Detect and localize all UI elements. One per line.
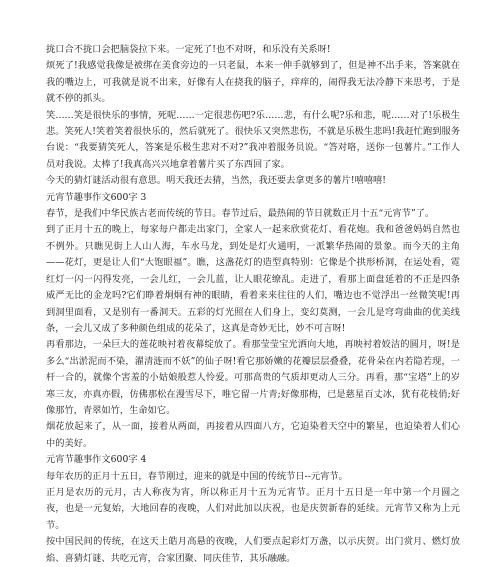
paragraph: 按中国民间的传统，在这天上皓月高悬的夜晚，人们要点起彩灯万盏，以示庆贺。出门赏月、燃灯放焰、喜猜灯谜、共吃元宵，合家团聚、同庆佳节，其乐融融。 <box>46 536 460 564</box>
paragraph: 今天的猜灯谜活动很有意思。明天我还去猜，当然，我还要去拿更多的薯片!嘻嘻嘻! <box>46 175 387 187</box>
section-heading: 元宵节趣事作文600字 4 <box>46 454 147 466</box>
document-body <box>46 42 460 567</box>
paragraph: 烟花放起来了，从一面，接着从两面，再接着从四面八方，它迫染着天空中的繁星，也迫染着人们心中的美好。 <box>46 421 460 449</box>
section-heading: 元宵节趣事作文600字 3 <box>46 191 147 203</box>
paragraph: 每年农历的正月十五日，春节刚过，迎来的就是中国的传统节日--元宵节。 <box>46 470 348 482</box>
paragraph: 春节，是我们中华民族古老而传统的节日。春节过后，最热闹的节日就数正月十五“元宵节”了。 <box>46 208 435 220</box>
paragraph: 烦死了!我感觉我像是被绑在美食旁边的一只老鼠，本来一伸手就够到了，但是神不出手来，答案就在我的嘴边上，可我就是说不出来，好像有人在挠我的脑子，痒痒的，闹得我无法冷静下来思考，于是就不停的抓头。 <box>46 60 460 105</box>
paragraph: 正月是农历的元月，古人称夜为宵，所以称正月十五为元宵节。正月十五日是一年中第一个月圆之夜，也是一元复始，大地回春的夜晚，人们对此加以庆祝，也是庆贺新春的延续。元宵节又称为上元节。 <box>46 486 460 531</box>
paragraph: 笑……笑是很快乐的事情，死呢……一定很悲伤吧?乐……悲，有什么呢?乐和悲，呢……对了!乐极生悲。笑死人!笑着笑着很快乐的，然后就死了。很快乐又突然悲伤，不就是乐极生悲吗!我赶忙跑到服务台说：“我要猜笑死人，答案是乐极生悲对不对?”我冲着服务员说。“答对咯，送你一包薯片。”工作人员对我说。太棒了!我真高兴兴地拿着薯片买了东西回了家。 <box>46 109 460 170</box>
paragraph: 再看那边，一朵巨大的莲花映衬着夜幕绽放了。看那莹莹宝光洒向大地，再映衬着姣洁的圆月，呀!是多么“出淤泥而不染，濯清涟而不妖”的仙子呀!看它那娇嫩的花瓣层层叠叠，花骨朵在内若隐若现，一杆一合的，就像个害羞的小姑娘般惹人怜爱。可那高贵的气质却更动人三分。再看，那“宝塔”上的岁寒三友，亦真亦假，仿佛那松在漫雪尽下，唯它留一片青;好像那梅，已是慈星百丈冰，犹有花枝俏;好像那竹，青翠如竹，生命如它。 <box>46 339 460 416</box>
paragraph: 拢口合不拢口会把脑袋拉下来。一定死了!也不对呀，和乐没有关系呀! <box>46 44 331 55</box>
paragraph: 到了正月十五的晚上，每家每户都走出家门，全家人一起来欣赏花灯、看花炮。我和爸爸妈妈自然也不例外。只瞧见街上人山人海，车水马龙，到处是灯火通明，一派繁华热闹的景象。而今天的主角——花灯，更是让人们“大饱眼福”。瞧，这盏花灯的造型真特别：它像是个拱形桥洞，在运处看，霓红灯一闪一闪得发亮，一会儿红，一会儿蓝，让人眼花缭乱。走进了，看那上面盘延着的不正是四条威严无比的金龙吗?它们睁着炯炯有神的眼睛，看着来来往往的人们，嘴边也不觉浮出一丝微笑呢!再到洞里面看，又是别有一番洞天。五彩的灯光照在人们身上，变幻莫测，一会儿是穹弯曲曲的优美线条，一会儿又成了多种颜色组成的花朵了，这真是奇妙无比，妙不可言呀! <box>46 224 460 334</box>
